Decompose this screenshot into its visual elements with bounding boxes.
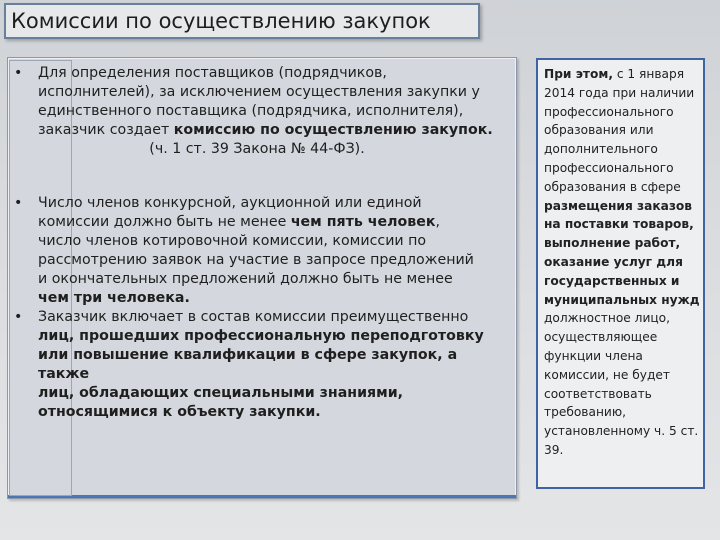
bullet-item-3 (14, 308, 506, 422)
bullet-3-line-1: Заказчик включает в состав комиссии преимущественно (38, 309, 469, 325)
side-note-box (536, 58, 705, 489)
slide-title-box (4, 3, 480, 39)
side-bold-line-1: размещения заказов (544, 198, 692, 213)
bullet-2-line-5: и окончательных предложений должно быть не менее (38, 271, 453, 287)
bullet-list (14, 64, 506, 422)
side-bold-line-6: муниципальных нужд (544, 292, 700, 307)
side-tail-line-2: осуществляющее (544, 330, 658, 345)
bullet-dot: • (14, 65, 23, 81)
slide-title: Комиссии по осуществлению закупок (11, 9, 431, 33)
side-line-6: профессионального (544, 160, 674, 175)
side-note-text (544, 65, 704, 460)
side-line-1: с 1 января (612, 67, 685, 81)
bullet-2-line-3: число членов котировочной комиссии, комиссии по (38, 233, 427, 249)
bullet-2-comma: , (435, 214, 441, 230)
bullet-2-bold-min-five: чем пять человек (290, 214, 436, 230)
side-bold-line-2: на поставки товаров, (544, 217, 694, 232)
side-tail-line-6: требованию, (544, 405, 626, 420)
law-citation: (ч. 1 ст. 39 Закона № 44-ФЗ). (149, 141, 365, 157)
side-tail-line-3: функции члена (544, 348, 643, 363)
bullet-3-line-2: лиц, прошедших профессиональную переподготовку (38, 328, 484, 344)
bullet-3-line-3: или повышение квалификации в сфере закупок, а также (38, 347, 458, 382)
bullet-1-line-4: заказчик создает (38, 122, 174, 138)
side-line-5: дополнительного (544, 142, 658, 157)
bullet-1-line-2: исполнителей), за исключением осуществления закупки у (38, 84, 480, 100)
bullet-3-line-5: относящимися к объекту закупки. (38, 404, 321, 420)
side-tail-line-8: 39. (544, 442, 564, 457)
bullet-item-1 (14, 64, 506, 159)
side-tail-line-4: комиссии, не будет (544, 367, 671, 382)
bullet-item-2 (14, 194, 506, 308)
bullet-2-line-2: комиссии должно быть не менее (38, 214, 291, 230)
bullet-dot: • (14, 195, 23, 211)
bullet-2-line-1: Число членов конкурсной, аукционной или единой (38, 195, 422, 211)
bullet-1-line-1: Для определения поставщиков (подрядчиков, (38, 65, 387, 81)
side-line-4: образования или (544, 123, 654, 138)
side-lead-bold: При этом, (544, 67, 613, 81)
side-tail-line-1: должностное лицо, (544, 311, 671, 326)
side-bold-line-4: оказание услуг для (544, 254, 683, 269)
side-line-3: профессионального (544, 104, 674, 119)
side-tail-line-7: установленному ч. 5 ст. (544, 424, 699, 439)
side-line-7: образования в сфере (544, 179, 681, 194)
side-tail-line-5: соответствовать (544, 386, 652, 401)
bullet-2-bold-min-three: чем три человека. (38, 290, 190, 306)
bullet-1-bold-term: комиссию по осуществлению закупок. (173, 122, 493, 138)
bullet-3-line-4: лиц, обладающих специальными знаниями, (38, 385, 404, 401)
bullet-2-line-4: рассмотрению заявок на участие в запросе предложений (38, 252, 474, 268)
bullet-dot: • (14, 309, 23, 325)
side-line-2: 2014 года при наличии (544, 85, 695, 100)
bullet-1-line-3: единственного поставщика (подрядчика, исполнителя), (38, 103, 464, 119)
side-bold-line-5: государственных и (544, 273, 680, 288)
side-bold-line-3: выполнение работ, (544, 236, 681, 251)
